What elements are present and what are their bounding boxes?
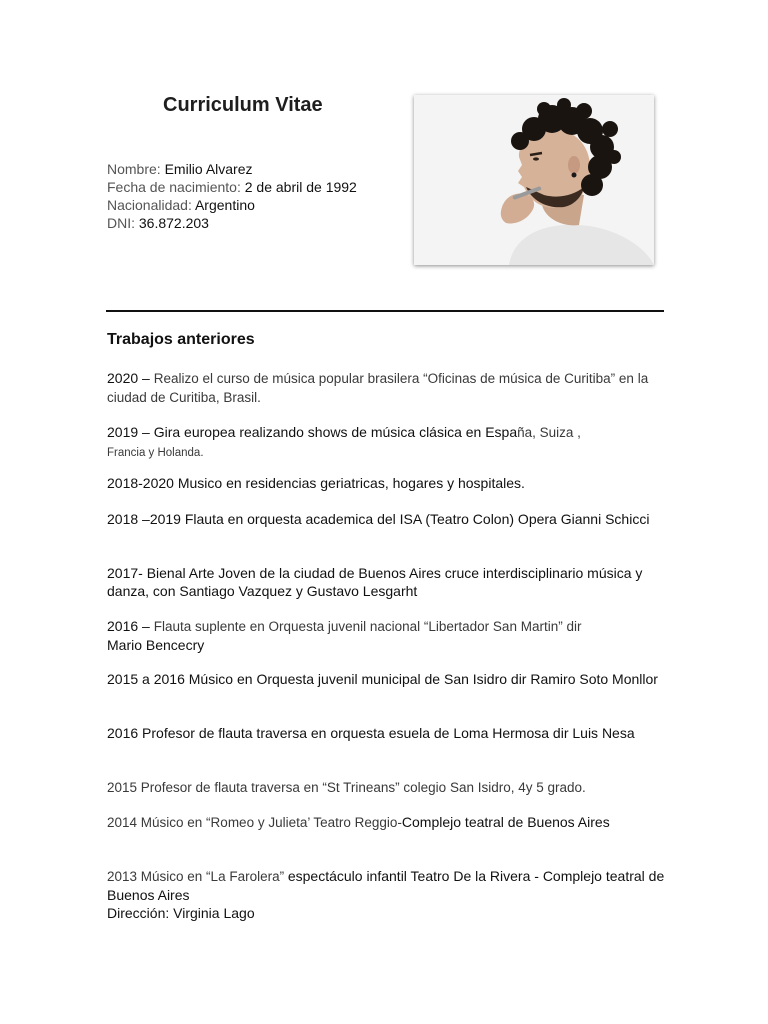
- entry-text-light: 2015 Profesor de flauta traversa en “St Trineans” colegio San Isidro, 4y 5 grado.: [107, 780, 586, 795]
- entry-text-light: ña, Suiza ,: [517, 425, 581, 440]
- job-entry-2014: [107, 813, 667, 832]
- entry-text: Complejo teatral de Buenos Aires: [401, 814, 610, 830]
- entry-direction: Dirección: Virginia Lago: [107, 905, 255, 921]
- job-entry-2016-teacher: [107, 724, 667, 742]
- nationality-label: Nacionalidad:: [107, 197, 192, 213]
- name-label: Nombre:: [107, 161, 161, 177]
- job-entry-2015-teacher: [107, 778, 667, 797]
- dni-value: 36.872.203: [138, 215, 209, 231]
- entry-year: 2016 –: [107, 618, 154, 634]
- entry-text: espectáculo infantil Teatro De la Rivera - Complejo teatral de Buenos Aires: [107, 868, 665, 903]
- personal-info: [107, 160, 357, 232]
- job-entry-2016-flute: [107, 617, 667, 654]
- entry-text-light: Flauta suplente en Orquesta juvenil nacional “Libertador San Martin” dir: [153, 619, 582, 634]
- birth-row: [107, 178, 357, 196]
- dni-label: DNI:: [107, 215, 135, 231]
- entry-text: 2018 –2019 Flauta en orquesta academica del ISA (Teatro Colon) Opera Gianni Schicci: [107, 511, 650, 527]
- entry-year: 2020 –: [107, 370, 154, 386]
- entry-text-small: Francia y Holanda.: [107, 447, 204, 459]
- nationality-row: [107, 196, 357, 214]
- job-entry-2013: [107, 867, 667, 922]
- entry-text: 2017- Bienal Arte Joven de la ciudad de Buenos Aires cruce interdisciplinario música y danza, con Santiago Vazquez y Gustavo Lesgarht: [107, 565, 643, 599]
- job-entry-2018-2019: [107, 510, 667, 528]
- name-row: [107, 160, 357, 178]
- birth-value: 2 de abril de 1992: [244, 179, 357, 195]
- job-entry-2018-2020: [107, 474, 667, 492]
- dni-row: [107, 214, 357, 232]
- entry-text: 2018-2020 Musico en residencias geriatricas, hogares y hospitales.: [107, 475, 525, 491]
- document-title: Curriculum Vitae: [163, 94, 323, 116]
- nationality-value: Argentino: [194, 197, 255, 213]
- section-divider: [106, 310, 664, 312]
- job-entry-2020: [107, 369, 667, 407]
- entry-text-light: 2014 Músico en “Romeo y Julieta’ Teatro Reggio-: [107, 815, 402, 830]
- entry-text: 2016 Profesor de flauta traversa en orquesta esuela de Loma Hermosa dir Luis Nesa: [107, 725, 635, 741]
- name-value: Emilio Alvarez: [164, 161, 253, 177]
- entry-text-light: 2013 Músico en “La Farolera”: [107, 869, 288, 884]
- entry-text: Mario Bencecry: [107, 637, 205, 653]
- section-title: Trabajos anteriores: [107, 331, 255, 348]
- job-entry-2015-2016: [107, 670, 667, 688]
- entry-text: Realizo el curso de música popular brasilera “Oficinas de música de Curitiba” en la ciudad de Curitiba, Brasil.: [107, 371, 649, 405]
- job-entry-2019: [107, 423, 667, 462]
- portrait-photo: [414, 95, 654, 265]
- job-entry-2017: [107, 564, 667, 600]
- entry-text: 2015 a 2016 Músico en Orquesta juvenil municipal de San Isidro dir Ramiro Soto Monllor: [107, 671, 658, 687]
- entry-text: 2019 – Gira europea realizando shows de música clásica en Espa: [107, 424, 518, 440]
- portrait-illustration-icon: [414, 95, 654, 265]
- birth-label: Fecha de nacimiento:: [107, 179, 241, 195]
